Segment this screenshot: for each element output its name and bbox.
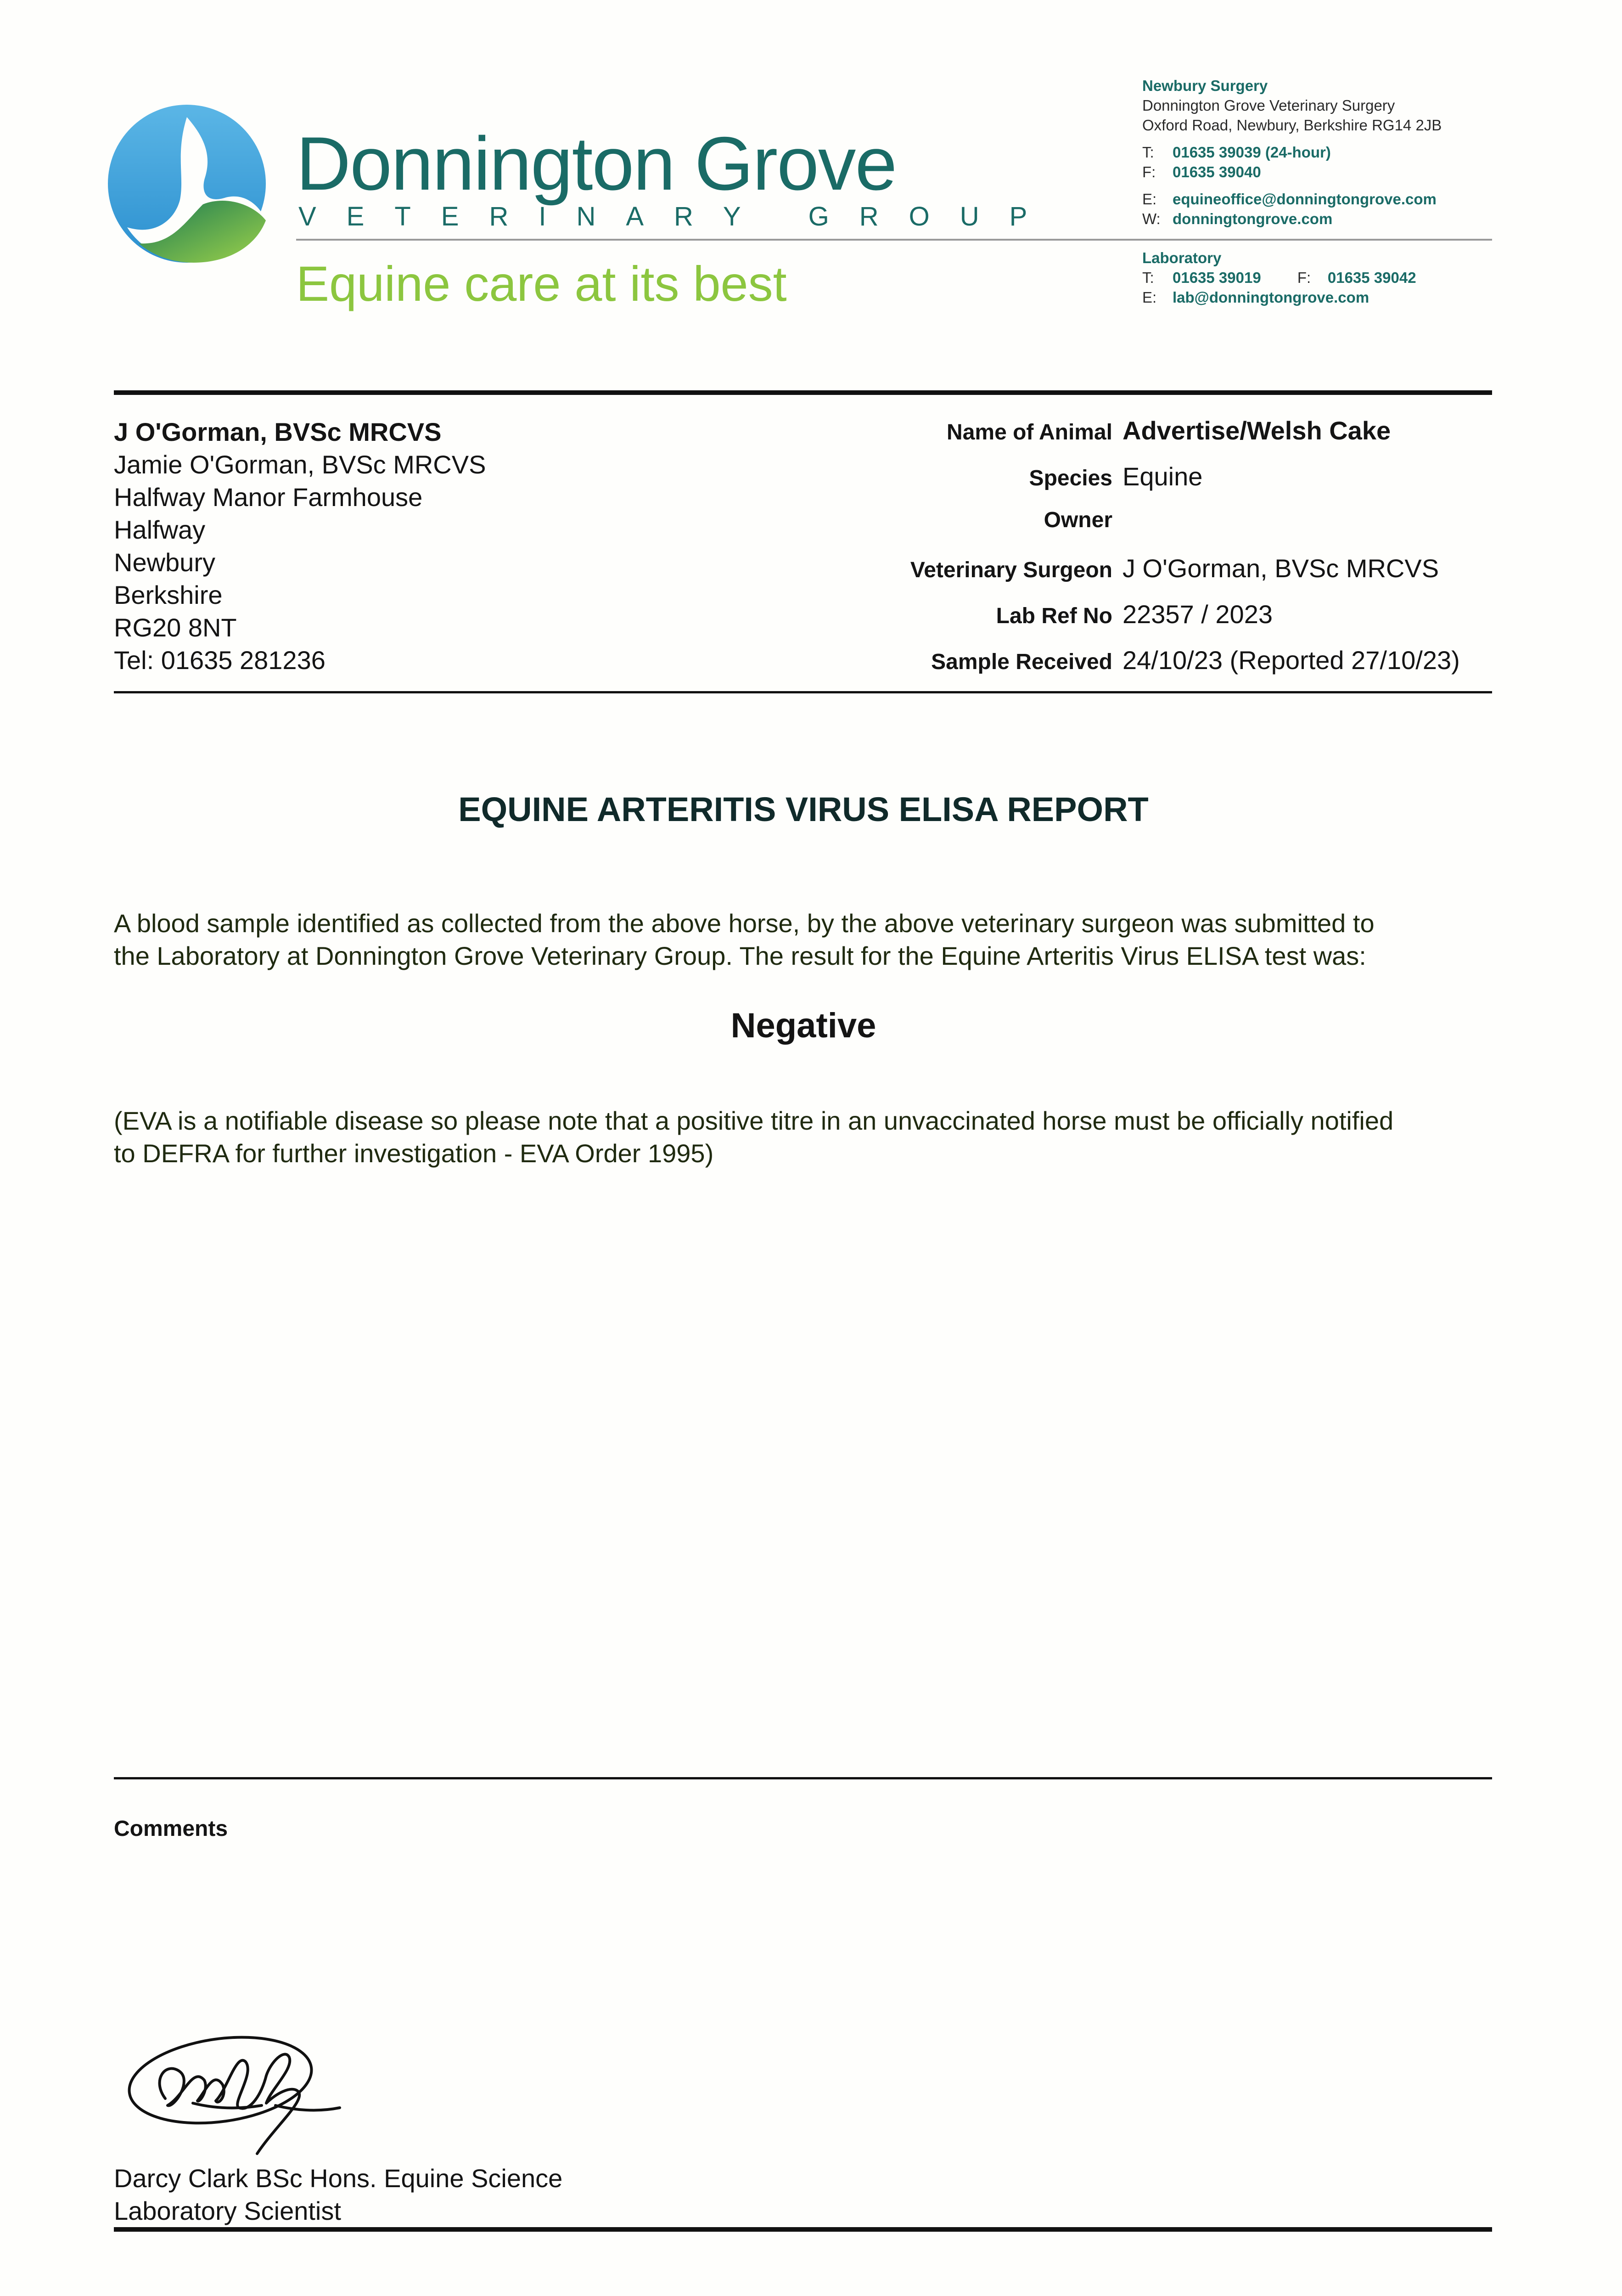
address-line: Halfway Manor Farmhouse: [114, 483, 423, 512]
brand-subtitle: VETERINARY GROUP: [298, 202, 1058, 231]
detail-row-animal: [780, 416, 1497, 461]
surgery-heading: Newbury Surgery: [1142, 77, 1268, 94]
detail-value: 24/10/23 (Reported 27/10/23): [1122, 646, 1460, 675]
details-rule: [114, 691, 1492, 693]
detail-value: J O'Gorman, BVSc MRCVS: [1122, 554, 1439, 583]
lab-email-link[interactable]: lab@donningtongrove.com: [1173, 289, 1369, 306]
address-line: Tel: 01635 281236: [114, 646, 326, 675]
lab-fax-number: 01635 39042: [1327, 269, 1416, 286]
contact-block: [1142, 76, 1519, 307]
fax-label: F:: [1142, 163, 1156, 180]
signer-block: [114, 2162, 562, 2227]
address-line: Newbury: [114, 548, 215, 577]
note-line: to DEFRA for further investigation - EVA Order 1995): [114, 1139, 714, 1168]
comments-label: Comments: [114, 1817, 228, 1841]
bottom-rule: [114, 2227, 1492, 2232]
detail-label: Species: [1029, 466, 1112, 490]
lab-heading: Laboratory: [1142, 249, 1222, 266]
signer-name: Darcy Clark BSc Hons. Equine Science: [114, 2164, 563, 2193]
report-intro: [114, 907, 1505, 972]
phone-label: T:: [1142, 144, 1154, 161]
recipient-heading: J O'Gorman, BVSc MRCVS: [114, 417, 442, 446]
report-note: [114, 1104, 1505, 1170]
address-line: RG20 8NT: [114, 613, 237, 642]
test-result: Negative: [730, 1006, 876, 1045]
address-line: Jamie O'Gorman, BVSc MRCVS: [114, 450, 486, 479]
brand-name: Donnington Grove: [296, 121, 897, 206]
detail-row-sample-received: [780, 645, 1497, 691]
detail-value: 22357 / 2023: [1122, 600, 1273, 629]
detail-label: Name of Animal: [947, 420, 1112, 445]
note-line: (EVA is a notifiable disease so please note that a positive titre in an unvaccinated horse must be officially notified: [114, 1106, 1394, 1135]
signature-image: [124, 2011, 363, 2163]
intro-line: the Laboratory at Donnington Grove Veterinary Group. The result for the Equine Arteritis Virus ELISA test was:: [114, 941, 1366, 970]
detail-value: Advertise/Welsh Cake: [1122, 416, 1391, 445]
detail-label: Lab Ref No: [996, 604, 1112, 628]
phone-number[interactable]: 01635 39039 (24-hour): [1173, 144, 1331, 161]
recipient-address: [114, 416, 486, 676]
surgery-name: Donnington Grove Veterinary Surgery: [1142, 97, 1395, 114]
email-label: E:: [1142, 191, 1157, 208]
fax-number: 01635 39040: [1173, 163, 1261, 180]
report-title: EQUINE ARTERITIS VIRUS ELISA REPORT: [458, 790, 1149, 828]
logo-mark-icon: [107, 99, 272, 264]
website-link[interactable]: donningtongrove.com: [1173, 210, 1333, 227]
email-link[interactable]: equineoffice@donningtongrove.com: [1173, 191, 1437, 208]
address-line: Berkshire: [114, 580, 223, 609]
lab-fax-label: F:: [1297, 269, 1311, 286]
brand-tagline: Equine care at its best: [296, 256, 787, 311]
detail-row-owner: [780, 507, 1497, 553]
lab-phone-label: T:: [1142, 269, 1154, 286]
comments-rule: [114, 1777, 1492, 1779]
lab-phone-number[interactable]: 01635 39019: [1173, 269, 1261, 286]
detail-label: Veterinary Surgeon: [910, 558, 1112, 582]
surgery-address: Oxford Road, Newbury, Berkshire RG14 2JB: [1142, 117, 1442, 134]
intro-line: A blood sample identified as collected from the above horse, by the above veterinary surgeon was submitted to: [114, 909, 1375, 938]
top-rule: [114, 390, 1492, 395]
detail-value: Equine: [1122, 462, 1203, 491]
signer-role: Laboratory Scientist: [114, 2196, 341, 2225]
web-label: W:: [1142, 210, 1161, 227]
detail-row-lab-ref: [780, 599, 1497, 645]
detail-row-species: [780, 461, 1497, 507]
detail-label: Owner: [1044, 508, 1112, 532]
sample-details: [780, 416, 1497, 691]
detail-label: Sample Received: [931, 650, 1112, 674]
lab-email-label: E:: [1142, 289, 1157, 306]
address-line: Halfway: [114, 515, 206, 544]
detail-row-surgeon: [780, 553, 1497, 599]
